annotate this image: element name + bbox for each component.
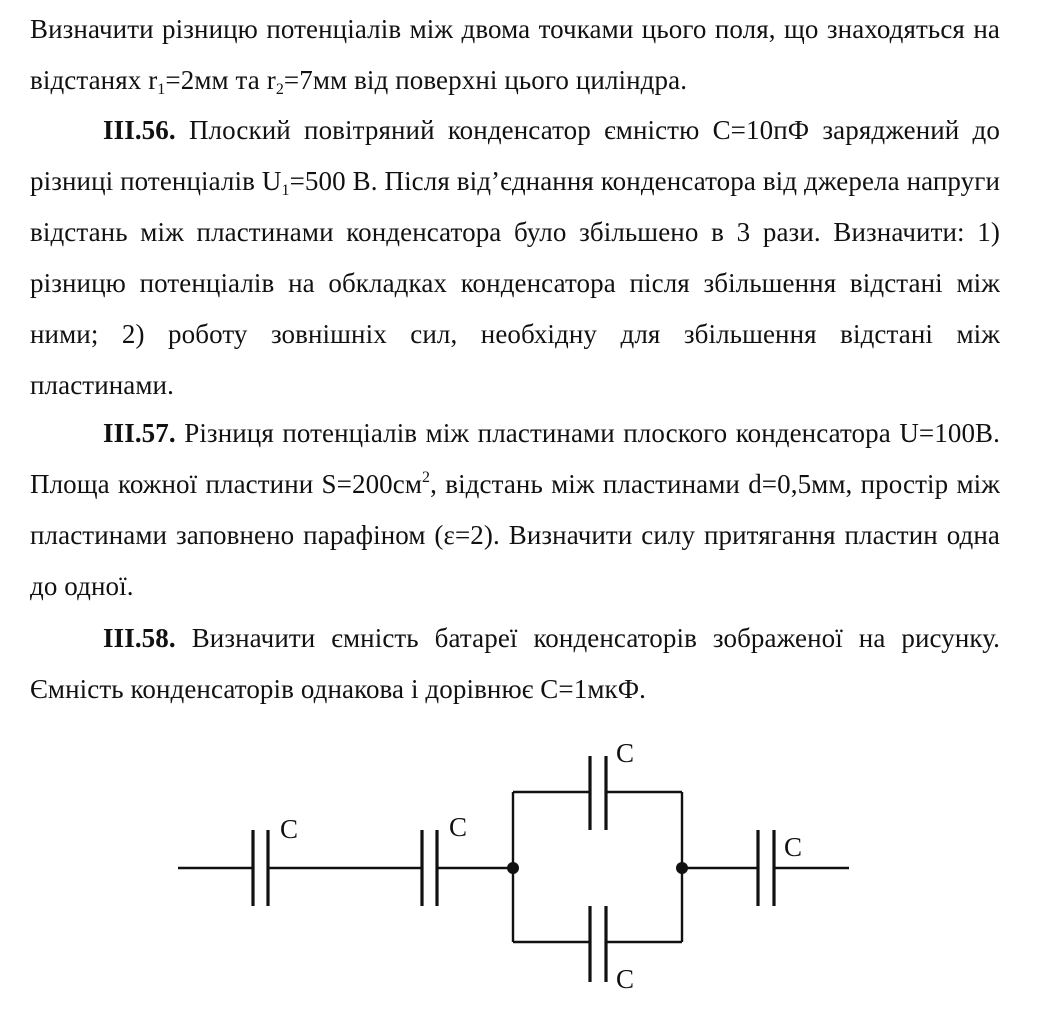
cm2-superscript: 2 — [422, 469, 431, 486]
paragraph-problem-57 — [30, 408, 1000, 612]
p4-text-a: Визначити ємність батареї конденсаторів зображеної на рисунку. Ємність конденсаторів однакова і дорівнює С=1мкФ. — [30, 623, 1000, 704]
capacitor-top-label: C — [616, 738, 635, 768]
p2-text-b: =500 В. Після від’єднання конденсатора від джерела напруги відстань між пластинами конденсатора було збільшено в 3 рази. Визначити: 1) різницю потенціалів на обкладках конденсатора після збільшення відстані між ними; 2) роботу зовнішніх сил, необхідну для збільшення відстані між пластинами. — [30, 166, 1000, 400]
u1-subscript: 1 — [281, 182, 290, 199]
r2-subscript: 2 — [275, 81, 284, 98]
p2-text-a: Плоский повітряний конденсатор ємністю С=10пФ заряджений до різниці потенціалів U — [30, 115, 1000, 196]
r1-subscript: 1 — [157, 81, 166, 98]
problem-number-57: III.57. — [103, 418, 176, 448]
p3-text-b: , відстань між пластинами d=0,5мм, простір між пластинами заповнено парафіном (ε=2). Визначити силу притягання пластин одна до одної. — [30, 469, 1000, 601]
capacitor-bottom-label: C — [616, 964, 635, 994]
capacitor-circuit-diagram — [0, 720, 1038, 1010]
paragraph-problem-58 — [30, 613, 1000, 715]
p1-text-a: Визначити різницю потенціалів між двома точками цього поля, що знаходяться на відстанях r — [30, 14, 1000, 95]
paragraph-problem-55-continuation — [30, 4, 1000, 106]
p3-text-a: Різниця потенціалів між пластинами плоского конденсатора U=100В. Площа кожної пластини S=200см — [30, 418, 1000, 499]
capacitor-2-label: C — [449, 812, 468, 842]
capacitor-right-label: C — [784, 832, 803, 862]
p1-text-b: =2мм та r — [165, 65, 276, 95]
paragraph-problem-56 — [30, 105, 1000, 411]
p1-text-c: =7мм від поверхні цього циліндра. — [283, 65, 688, 95]
problem-number-58: III.58. — [103, 623, 176, 653]
capacitor-1-label: C — [280, 814, 299, 844]
problem-number-56: III.56. — [103, 115, 176, 145]
